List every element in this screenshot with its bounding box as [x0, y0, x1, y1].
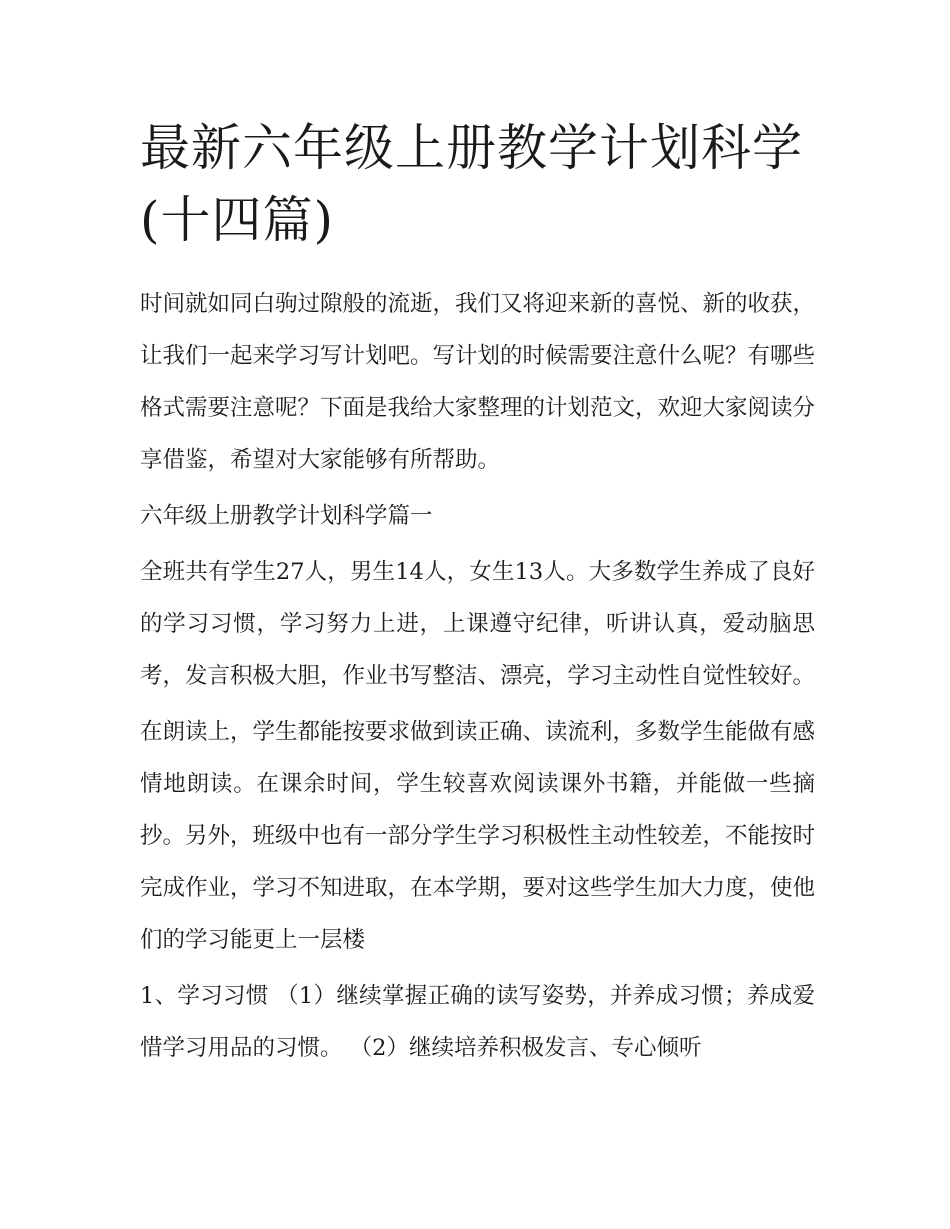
document-body — [140, 278, 815, 1078]
reading-paragraph: 在朗读上，学生都能按要求做到读正确、读流利，多数学生能做有感情地朗读。在课余时间，学生较喜欢阅读课外书籍，并能做一些摘抄。另外，班级中也有一部分学生学习积极性主动性较差，不能按时完成作业，学习不知进取，在本学期，要对这些学生加大力度，使他们的学习能更上一层楼 — [140, 719, 816, 953]
intro-paragraph: 时间就如同白驹过隙般的流逝，我们又将迎来新的喜悦、新的收获，让我们一起来学习写计划吧。写计划的时候需要注意什么呢？有哪些格式需要注意呢？下面是我给大家整理的计划范文，欢迎大家阅读分享借鉴，希望对大家能够有所帮助。 — [140, 291, 816, 473]
class-overview-paragraph: 全班共有学生27人，男生14人，女生13人。大多数学生养成了良好的学习习惯，学习努力上进，上课遵守纪律，听讲认真，爱动脑思考，发言积极大胆，作业书写整洁、漂亮，学习主动性自觉性较好。 — [140, 559, 816, 689]
study-habits-paragraph: 1、学习习惯 （1）继续掌握正确的读写姿势，并养成习惯；养成爱惜学习用品的习惯。 （2）继续培养积极发言、专心倾听 — [140, 983, 815, 1061]
document-title: 最新六年级上册教学计划科学(十四篇) — [140, 119, 803, 249]
section-heading: 六年级上册教学计划科学篇一 — [140, 503, 433, 529]
